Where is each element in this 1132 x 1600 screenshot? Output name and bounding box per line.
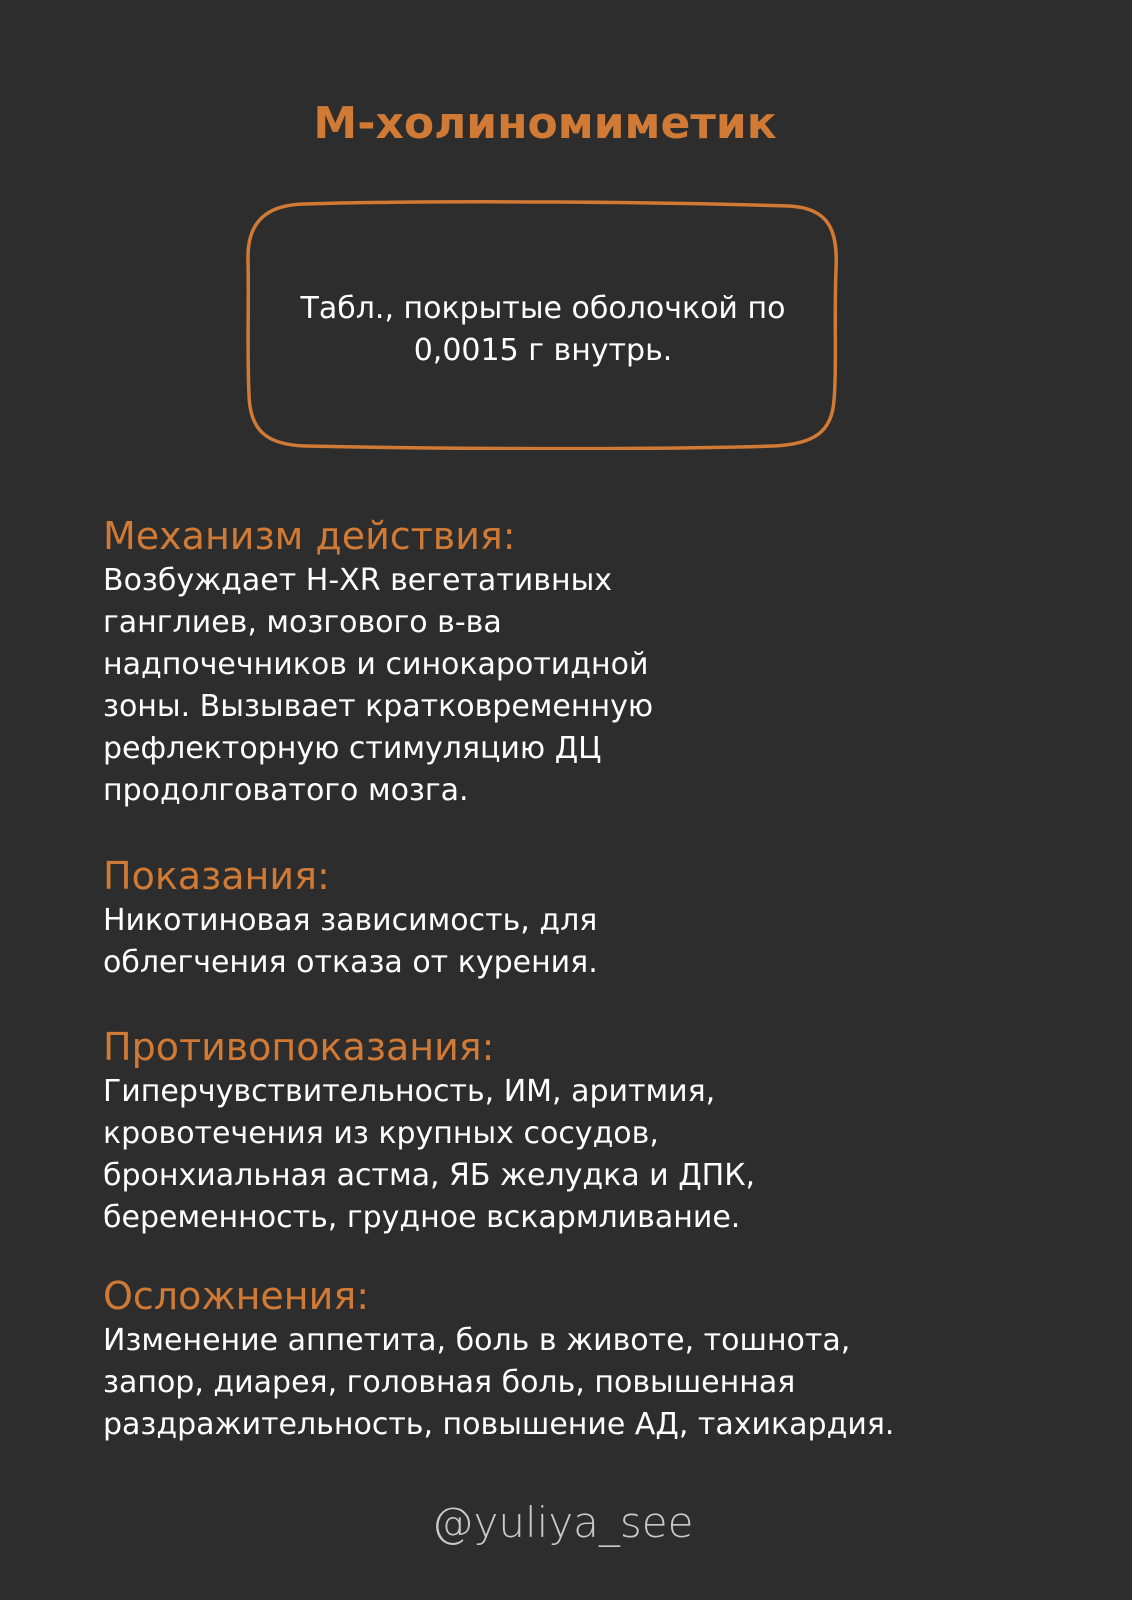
contraindications-body: Гиперчувствительность, ИМ, аритмия, кровотечения из крупных сосудов, бронхиальная астма, ЯБ желудка и ДПК, беременность, грудное вскармливание. xyxy=(103,1074,756,1235)
contraindications-section xyxy=(103,1023,1063,1239)
indications-body: Никотиновая зависимость, для облегчения отказа от курения. xyxy=(103,903,598,980)
dosage-form-text: Табл., покрытые оболочкой по 0,0015 г внутрь. xyxy=(300,291,786,368)
complications-section xyxy=(103,1272,1063,1446)
complications-body: Изменение аппетита, боль в животе, тошнота, запор, диарея, головная боль, повышенная раздражительность, повышение АД, тахикардия. xyxy=(103,1323,895,1442)
dosage-form-box xyxy=(244,200,842,450)
author-handle: @yuliya_see xyxy=(431,1498,694,1547)
indications-section xyxy=(103,852,1063,984)
mechanism-body: Возбуждает Н-ХR вегетативных ганглиев, мозгового в-ва надпочечников и синокаротидной зоны. Вызывает кратковременную рефлекторную стимуляцию ДЦ продолговатого мозга. xyxy=(103,563,654,808)
mechanism-heading: Механизм действия: xyxy=(103,514,516,558)
indications-heading: Показания: xyxy=(103,854,330,898)
page-title: М-холиномиметик xyxy=(313,98,777,149)
mechanism-section xyxy=(103,512,1063,812)
complications-heading: Осложнения: xyxy=(103,1274,369,1318)
contraindications-heading: Противопоказания: xyxy=(103,1025,495,1069)
